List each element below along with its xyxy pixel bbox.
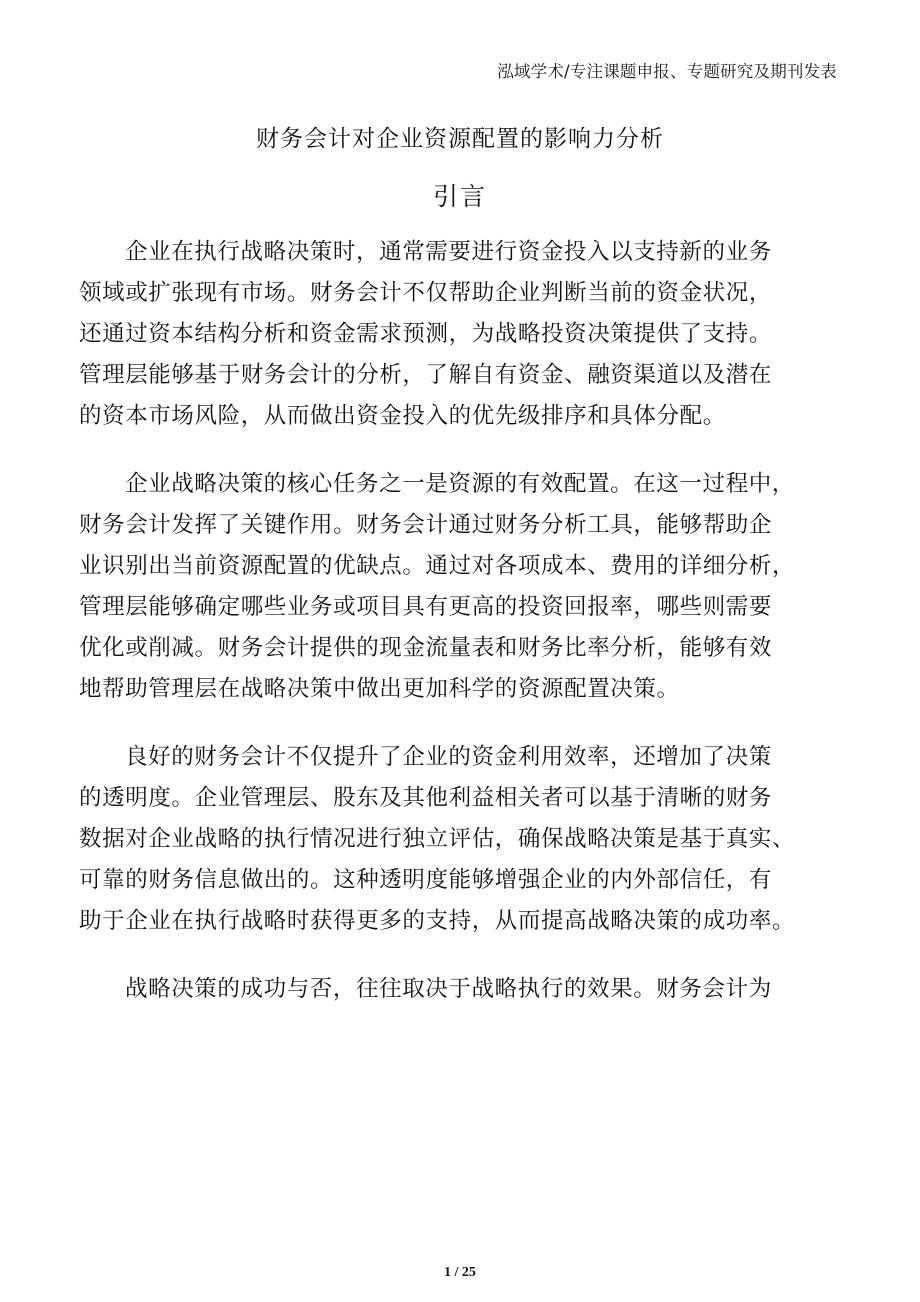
paragraph-line: 可靠的财务信息做出的。这种透明度能够增强企业的内外部信任，有 xyxy=(79,867,773,893)
paragraph-4 xyxy=(79,969,859,1010)
paragraph-line: 数据对企业战略的执行情况进行独立评估，确保战略决策是基于真实、 xyxy=(79,826,796,852)
paragraph-line: 的透明度。企业管理层、股东及其他利益相关者可以基于清晰的财务 xyxy=(79,785,773,811)
paragraph-line: 地帮助管理层在战略决策中做出更加科学的资源配置决策。 xyxy=(79,676,680,702)
paragraph-1 xyxy=(79,232,859,437)
paragraph-line: 管理层能够确定哪些业务或项目具有更高的投资回报率，哪些则需要 xyxy=(79,594,773,620)
paragraph-line: 业识别出当前资源配置的优缺点。通过对各项成本、费用的详细分析， xyxy=(79,553,796,579)
paragraph-line: 良好的财务会计不仅提升了企业的资金利用效率，还增加了决策 xyxy=(125,744,772,770)
paragraph-line: 财务会计发挥了关键作用。财务会计通过财务分析工具，能够帮助企 xyxy=(79,512,773,538)
body-text xyxy=(79,232,859,1037)
document-title: 财务会计对企业资源配置的影响力分析 xyxy=(256,126,664,152)
page-number: 1 / 25 xyxy=(444,1265,476,1280)
paragraph-line: 管理层能够基于财务会计的分析，了解自有资金、融资渠道以及潜在 xyxy=(79,362,773,388)
paragraph-line: 领域或扩张现有市场。财务会计不仅帮助企业判断当前的资金状况， xyxy=(79,280,773,306)
paragraph-line: 优化或削减。财务会计提供的现金流量表和财务比率分析，能够有效 xyxy=(79,635,773,661)
paragraph-line: 企业在执行战略决策时，通常需要进行资金投入以支持新的业务 xyxy=(125,239,772,265)
paragraph-2 xyxy=(79,464,859,710)
paragraph-3 xyxy=(79,737,859,942)
paragraph-line: 助于企业在执行战略时获得更多的支持，从而提高战略决策的成功率。 xyxy=(79,908,796,934)
paragraph-line: 战略决策的成功与否，往往取决于战略执行的效果。财务会计为 xyxy=(125,976,772,1002)
header-note: 泓域学术/专注课题申报、专题研究及期刊发表 xyxy=(497,62,837,81)
paragraph-line: 的资本市场风险，从而做出资金投入的优先级排序和具体分配。 xyxy=(79,403,726,429)
section-heading: 引言 xyxy=(432,182,487,211)
paragraph-line: 还通过资本结构分析和资金需求预测，为战略投资决策提供了支持。 xyxy=(79,321,773,347)
paragraph-line: 企业战略决策的核心任务之一是资源的有效配置。在这一过程中， xyxy=(125,471,795,497)
